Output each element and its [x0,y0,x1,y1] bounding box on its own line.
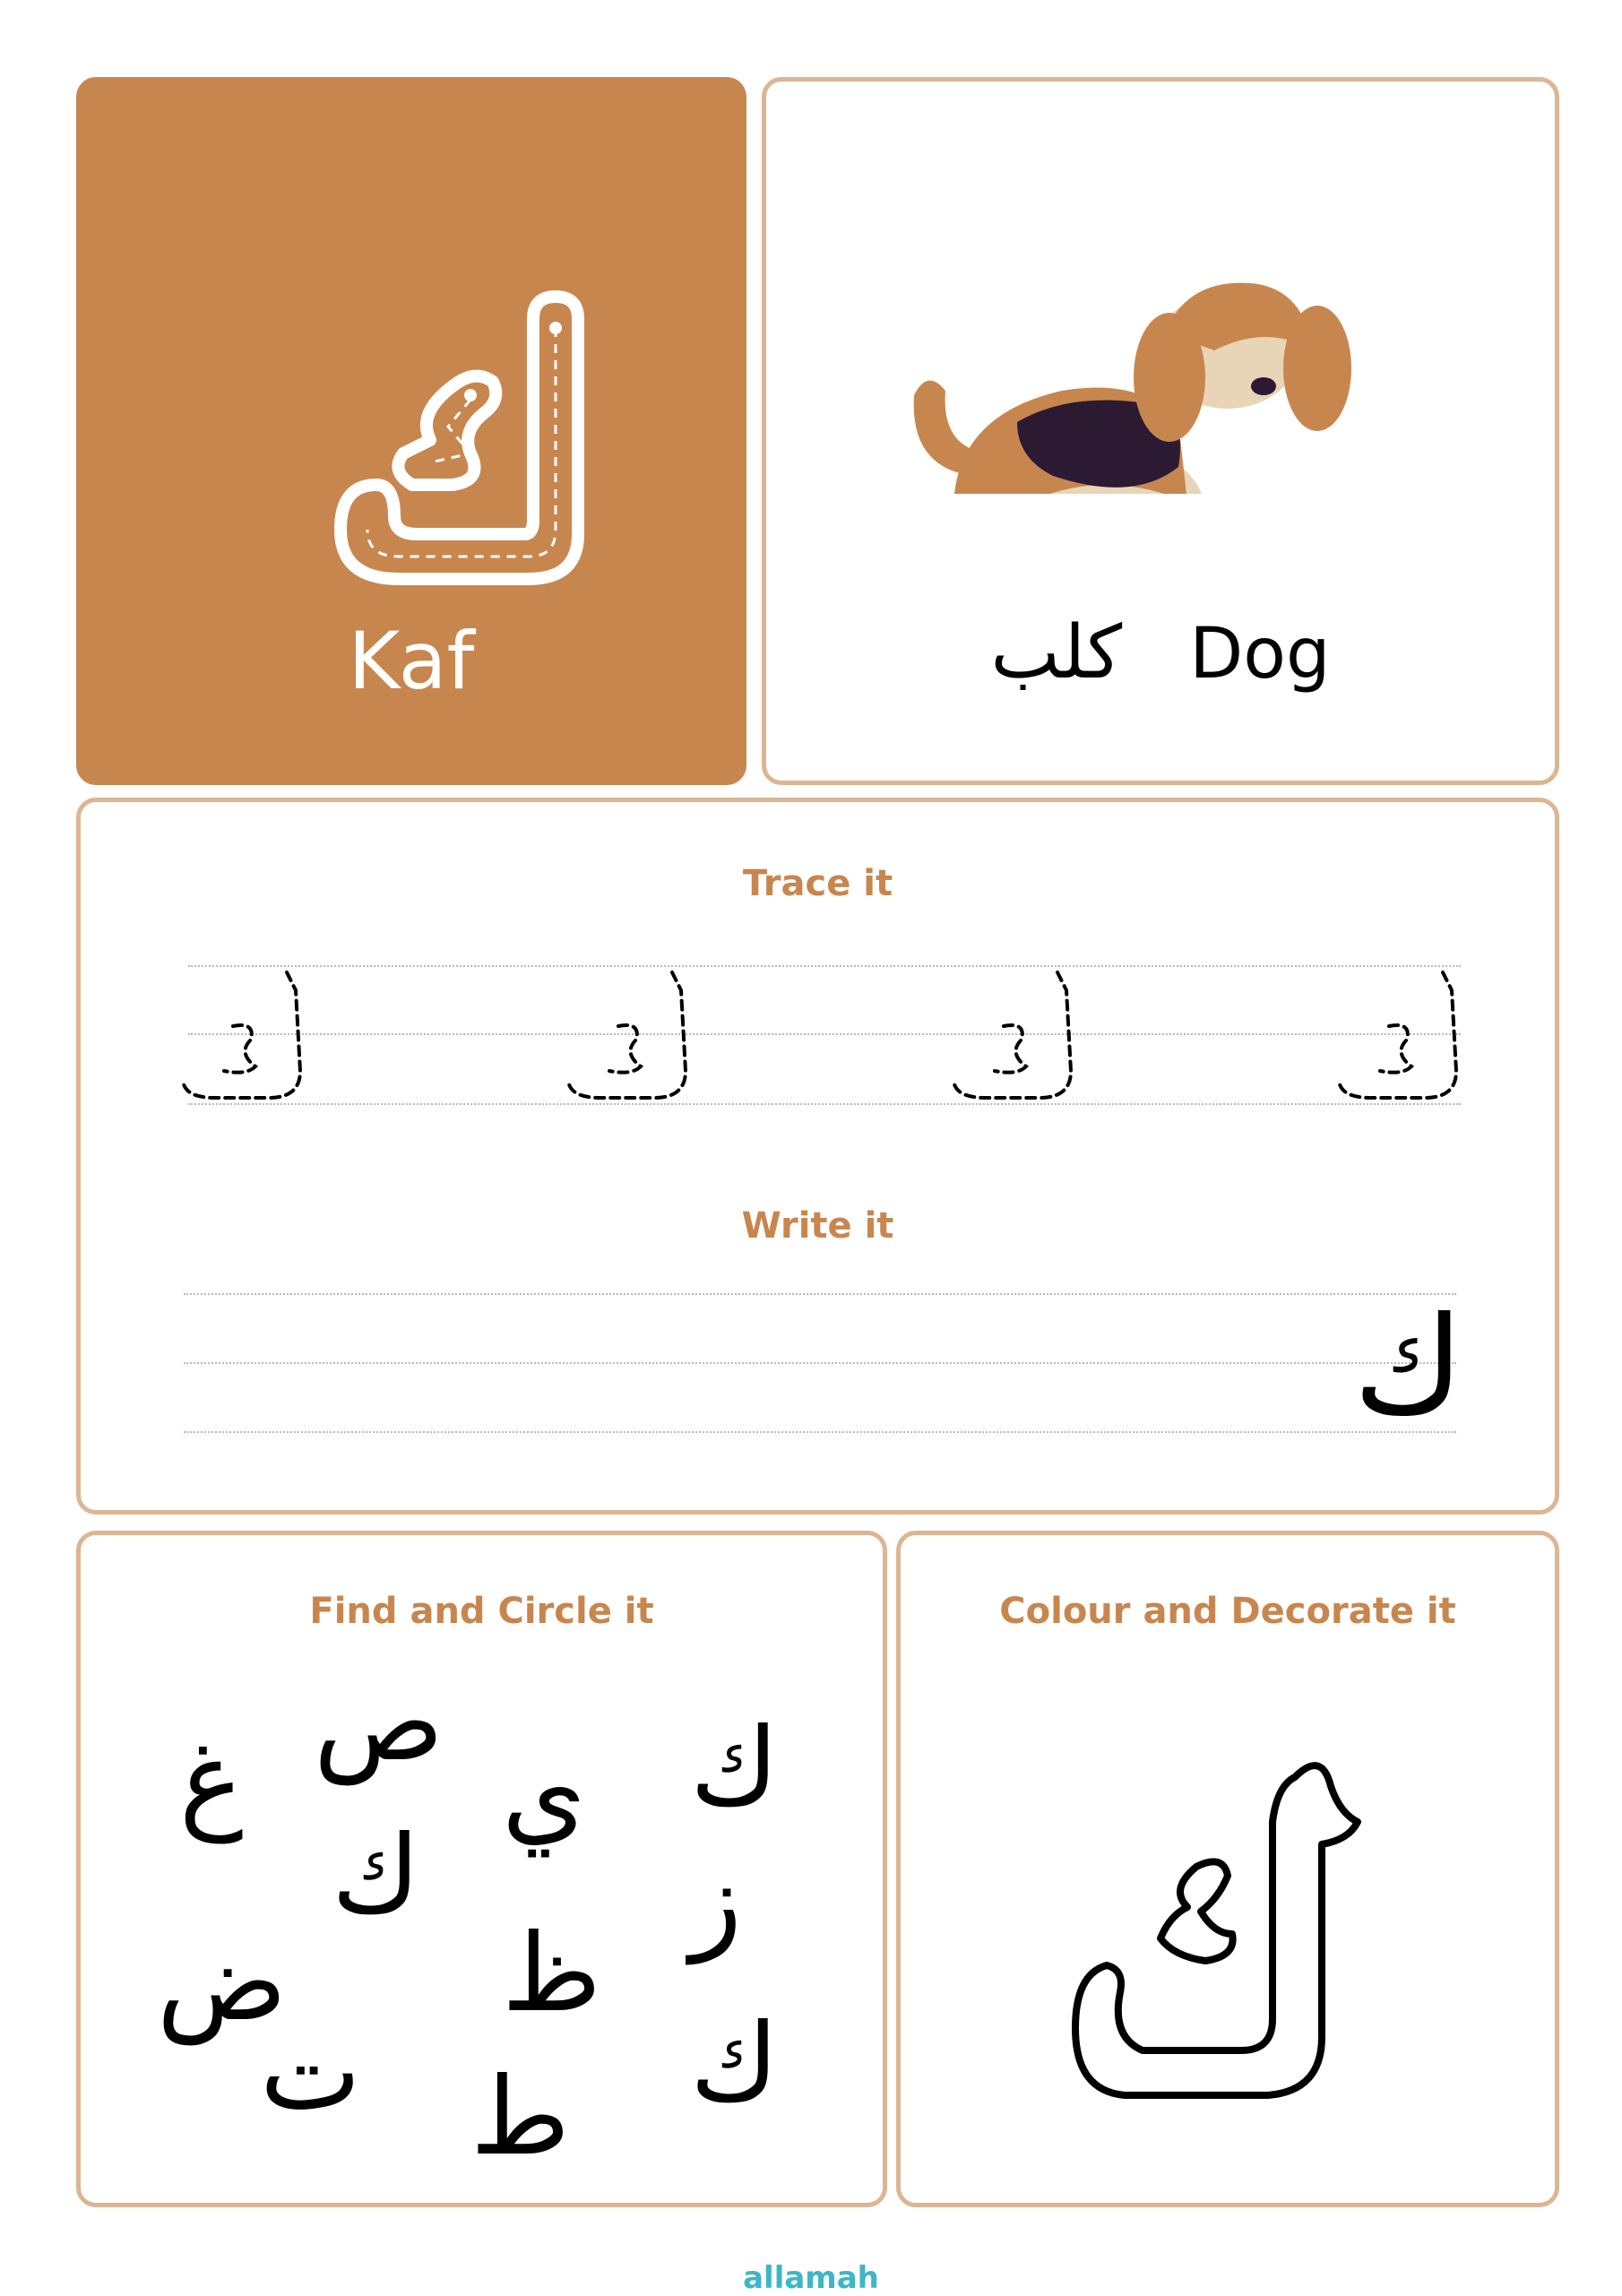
write-rule-top [184,1293,1456,1295]
write-sample-letter: ك [1353,1289,1464,1445]
find-heading: Find and Circle it [309,1591,654,1632]
find-letter[interactable]: ك [690,2001,779,2126]
dashed-letter [1380,1025,1411,1073]
dashed-letter [224,1025,255,1073]
find-letter[interactable]: ظ [502,1912,601,2036]
find-letter[interactable]: ي [502,1732,586,1857]
letter-card [76,77,746,785]
word-row [766,610,1555,695]
letter-name: Kaf [348,615,475,707]
colour-heading: Colour and Decorate it [999,1591,1456,1632]
find-letter[interactable]: ك [332,1813,420,1938]
find-letter[interactable]: ض [157,1921,288,2045]
dashed-letter [569,972,686,1098]
arabic-word: كلب [990,610,1123,695]
find-letter[interactable]: ص [314,1661,444,1785]
outline-letter-illustration [901,1696,1564,2198]
dashed-letter [995,1025,1026,1073]
english-word: Dog [1189,614,1331,695]
dashed-letter [609,1025,641,1073]
dashed-letter [954,972,1071,1098]
find-letter[interactable]: غ [179,1719,244,1843]
colour-decorate-card [896,1531,1559,2207]
dashed-letter-row [81,802,1559,1143]
write-heading: Write it [741,1205,894,1247]
find-letter[interactable]: ك [690,1705,779,1830]
trace-heading: Trace it [742,863,893,904]
find-letter[interactable]: ت [260,2010,361,2135]
find-letter[interactable]: ز [690,1840,742,1964]
brand-logo: allamah [743,2260,879,2296]
dashed-letter [1340,972,1456,1098]
find-circle-card [76,1531,887,2207]
write-rule-bottom [184,1431,1456,1433]
find-letter[interactable]: ط [470,2055,570,2179]
trace-write-card [76,798,1559,1515]
dashed-letter [184,972,300,1098]
word-card [762,77,1559,785]
dog-illustration [766,82,1555,494]
write-rule-mid [184,1362,1456,1364]
